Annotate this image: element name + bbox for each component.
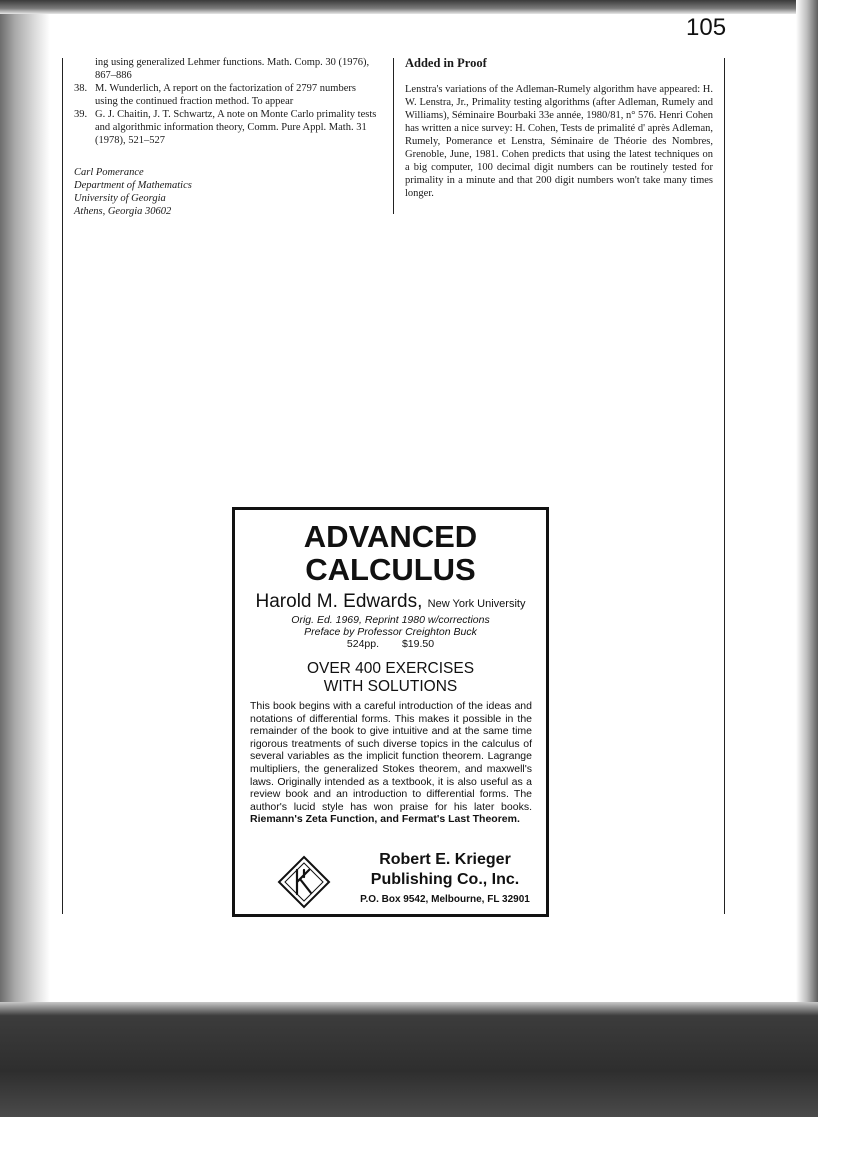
section-body: Lenstra's variations of the Adleman-Rumely algorithm have appeared: H. W. Lenstra, Jr., Primality testing algorithms (after Adleman, Rumely and Williams), Séminaire Bourbaki 33e année, 1980/81, n° 576. Henri Cohen has written a nice survey: H. Cohen, Tests de primalité d' après Adleman, Rumely, Pomerance et Lenstra, Séminaire de Théorie des Nombres, Grenoble, June, 1981. Cohen predicts that using the latest techniques on a big computer, 100 decimal digit numbers can be routinely tested for primality in a minute and that 200 digit numbers won't take many times longer.	[405, 84, 713, 199]
ad-title-line1: ADVANCED	[303, 519, 478, 554]
reference-text: M. Wunderlich, A report on the factorization of 2797 numbers using the continued fraction method. To appear	[95, 83, 356, 107]
book-advertisement	[232, 507, 549, 917]
column-rule-left	[62, 58, 63, 914]
ad-author-affiliation: New York University	[427, 598, 526, 610]
ad-book-title	[235, 520, 546, 586]
ad-pages-price	[235, 638, 546, 650]
page-number: 105	[686, 14, 727, 41]
ad-price: $19.50	[401, 638, 435, 650]
column-rule-right	[724, 58, 725, 914]
reference-item	[74, 82, 380, 108]
krieger-diamond-logo-icon	[277, 855, 331, 909]
reference-text: ing using generalized Lehmer functions. Math. Comp. 30 (1976), 867–886	[95, 57, 370, 81]
added-in-proof-section	[405, 56, 713, 200]
ad-publisher-block	[347, 850, 543, 906]
ad-publisher-address: P.O. Box 9542, Melbourne, FL 32901	[360, 894, 530, 905]
ad-description-text: This book begins with a careful introduction of the ideas and notations of differential forms. This makes it possible in the remainder of the book to give intuitive and at the same time rigorous treatments of such diverse topics in the calculus of several variables as the implicit function theorem. Lagrange multipliers, the generalized Stokes theorem, and maxwell's laws. Originally intended as a textbook, it is also useful as a review book and an introduction to differential forms. The author's lucid style has won praise for his later books.	[250, 700, 532, 813]
reference-number: 38.	[74, 83, 88, 94]
reference-list	[74, 56, 380, 147]
reference-text: G. J. Chaitin, J. T. Schwartz, A note on Monte Carlo primality tests and algorithmic information theory, Comm. Pure Appl. Math. 31 (1978), 521–527	[95, 109, 377, 146]
author-university: University of Georgia	[74, 193, 166, 204]
ad-publisher-company: Publishing Co., Inc.	[370, 871, 520, 888]
ad-preface-line: Preface by Professor Creighton Buck	[304, 626, 477, 638]
column-rule-middle	[393, 58, 394, 214]
section-heading: Added in Proof	[405, 56, 487, 70]
ad-author-line	[235, 591, 546, 615]
ad-exercises-line1: OVER 400 EXERCISES	[306, 660, 475, 677]
scan-shadow-left	[0, 0, 50, 1010]
reference-number: 39.	[74, 109, 88, 120]
scan-shadow-bottom	[0, 1002, 818, 1117]
scan-margin-right	[818, 0, 848, 1170]
ad-exercises-headline	[235, 660, 546, 696]
reference-item	[74, 108, 380, 147]
author-city: Athens, Georgia 30602	[74, 206, 172, 217]
ad-description-books: Riemann's Zeta Function, and Fermat's Last Theorem.	[250, 813, 520, 826]
reference-item	[74, 56, 380, 82]
author-address	[74, 166, 374, 218]
ad-edition-line: Orig. Ed. 1969, Reprint 1980 w/corrections	[291, 614, 490, 626]
ad-pages: 524pp.	[346, 638, 380, 650]
ad-title-line2: CALCULUS	[305, 552, 476, 587]
scan-shadow-right	[796, 0, 818, 1010]
ad-exercises-line2: WITH SOLUTIONS	[323, 678, 458, 695]
author-department: Department of Mathematics	[74, 180, 192, 191]
author-name: Carl Pomerance	[74, 167, 144, 178]
ad-edition-info	[235, 614, 546, 638]
scan-shadow-top	[0, 0, 848, 14]
ad-author-name: Harold M. Edwards,	[255, 591, 423, 612]
ad-publisher-name: Robert E. Krieger	[379, 851, 511, 868]
ad-description	[250, 700, 532, 826]
